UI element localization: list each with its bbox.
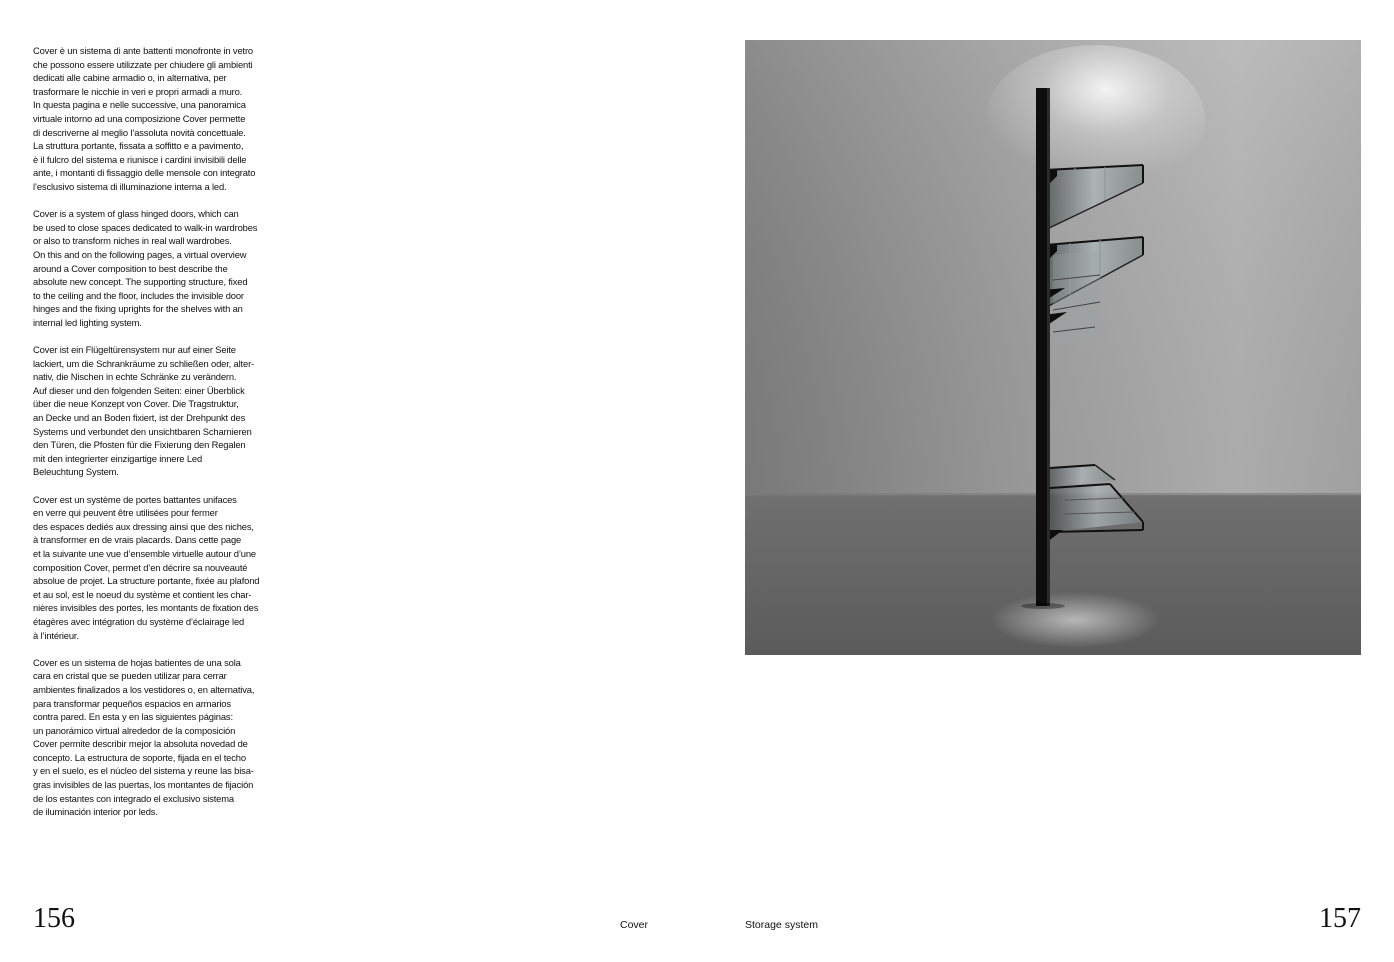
description-line: dedicati alle cabine armadio o, in alternativa, per [33, 72, 227, 84]
description-line: l’esclusivo sistema di illuminazione interna a led. [33, 180, 227, 192]
description-line: lackiert, um die Schrankräume zu schließen oder, alter- [33, 357, 255, 369]
description-line: be used to close spaces dedicated to walk-in wardrobes [33, 221, 258, 233]
description-line: che possono essere utilizzate per chiudere gli ambienti [33, 58, 253, 70]
description-line: Auf dieser und den folgenden Seiten: einer Überblick [33, 384, 245, 396]
description-line: à transformer en de vrais placards. Dans cette page [33, 534, 242, 546]
description-line: In questa pagina e nelle successive, una panoramica [33, 99, 246, 111]
description-paragraph-it [33, 44, 283, 194]
description-line: hinges and the fixing uprights for the shelves with an [33, 303, 243, 315]
description-line: di descriverne al meglio l’assoluta novità concettuale. [33, 126, 246, 138]
text-column [33, 44, 283, 832]
description-line: un panorámico virtual alrededor de la composición [33, 724, 236, 736]
description-line: nières invisibles des portes, les montants de fixation des [33, 602, 259, 614]
description-line: Beleuchtung System. [33, 466, 119, 478]
description-line: en verre qui peuvent être utilisées pour fermer [33, 507, 218, 519]
storage-system-illustration [745, 40, 1361, 655]
right-page-number: 157 [1319, 903, 1361, 934]
description-line: è il fulcro del sistema e riunisce i cardini invisibili delle [33, 153, 247, 165]
description-line: Cover is a system of glass hinged doors, which can [33, 208, 239, 220]
description-line: around a Cover composition to best describe the [33, 262, 228, 274]
product-photo [745, 40, 1361, 655]
floor-light-glow [990, 592, 1160, 648]
description-line: Cover es un sistema de hojas batientes de una sola [33, 656, 241, 668]
description-line: gras invisibles de las puertas, los montantes de fijación [33, 779, 254, 791]
description-line: absolute new concept. The supporting structure, fixed [33, 276, 248, 288]
description-line: ambientes finalizados a los vestidores o, en alternativa, [33, 683, 255, 695]
description-line: den Türen, die Pfosten für die Fixierung den Regalen [33, 439, 246, 451]
description-line: Cover ist ein Flügeltürensystem nur auf einer Seite [33, 344, 236, 356]
description-line: absolue de projet. La structure portante, fixée au plafond [33, 575, 260, 587]
description-line: de iluminación interior por leds. [33, 806, 158, 818]
description-line: mit den integrierter einzigartige innere Led [33, 452, 203, 464]
left-page-number: 156 [33, 903, 75, 934]
description-line: or also to transform niches in real wall wardrobes. [33, 235, 232, 247]
description-line: La struttura portante, fissata a soffitto e a pavimento, [33, 140, 244, 152]
category-label: Storage system [745, 919, 818, 931]
description-paragraph-es [33, 656, 283, 819]
description-line: para transformar pequeños espacios en armarios [33, 697, 231, 709]
description-line: de los estantes con integrado el exclusivo sistema [33, 792, 234, 804]
description-line: an Decke und an Boden fixiert, ist der Drehpunkt des [33, 412, 246, 424]
description-paragraph-en [33, 207, 283, 329]
description-line: cara en cristal que se pueden utilizar para cerrar [33, 670, 227, 682]
description-line: nativ, die Nischen in echte Schränke zu verändern. [33, 371, 237, 383]
description-line: Cover est un système de portes battantes unifaces [33, 493, 237, 505]
description-line: contra pared. En esta y en las siguientes páginas: [33, 711, 233, 723]
description-paragraph-de [33, 343, 283, 479]
description-line: y en el suelo, es el núcleo del sistema y reune las bisa- [33, 765, 254, 777]
description-line: Cover permite describir mejor la absoluta novedad de [33, 738, 248, 750]
description-line: concepto. La estructura de soporte, fijada en el techo [33, 751, 246, 763]
description-line: virtuale intorno ad una composizione Cover permette [33, 112, 246, 124]
description-line: des espaces dediés aux dressing ainsi que des niches, [33, 520, 254, 532]
description-line: trasformare le nicchie in veri e propri armadi a muro. [33, 85, 243, 97]
description-line: étagères avec intégration du système d’éclairage led [33, 615, 245, 627]
description-line: et la suivante une vue d’ensemble virtuelle autour d’une [33, 547, 256, 559]
description-line: à l’intérieur. [33, 629, 79, 641]
description-line: composition Cover, permet d’en décrire sa nouveauté [33, 561, 248, 573]
description-line: et au sol, est le noeud du système et contient les char- [33, 588, 252, 600]
description-paragraph-fr [33, 493, 283, 643]
description-line: über die neue Konzept von Cover. Die Tragstruktur, [33, 398, 239, 410]
description-line: Cover è un sistema di ante battenti monofronte in vetro [33, 45, 254, 56]
section-label: Cover [620, 919, 649, 931]
description-line: Systems und verbundet den unsichtbaren Scharnieren [33, 425, 252, 437]
description-line: ante, i montanti di fissaggio delle mensole con integrato [33, 167, 256, 179]
description-line: to the ceiling and the floor, includes the invisible door [33, 289, 244, 301]
description-line: internal led lighting system. [33, 316, 142, 328]
description-line: On this and on the following pages, a virtual overview [33, 248, 247, 260]
